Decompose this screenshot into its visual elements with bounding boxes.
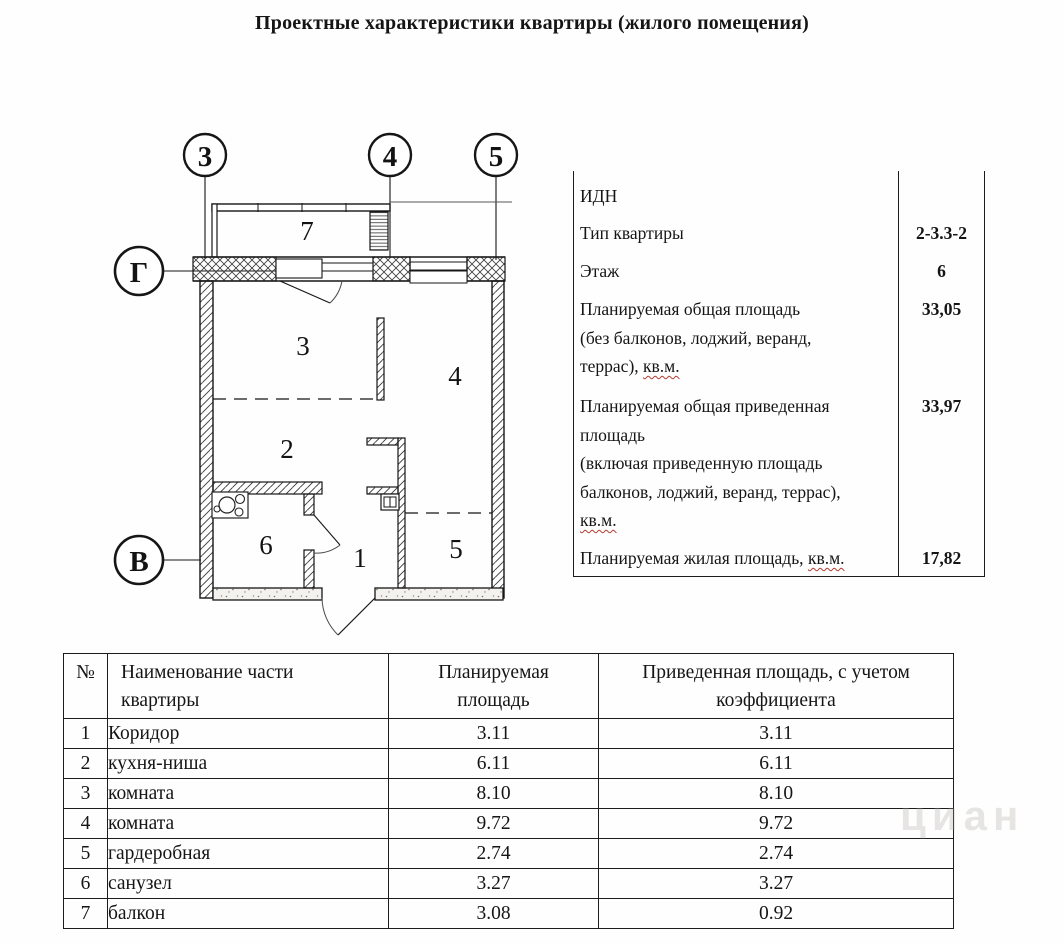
axis-label-5: 5	[488, 141, 504, 173]
axis-label-g: Г	[129, 257, 149, 289]
cell-reduced: 2.74	[599, 839, 954, 869]
cell-planned: 3.08	[389, 899, 599, 929]
cell-planned: 3.11	[389, 719, 599, 749]
cell-reduced: 0.92	[599, 899, 954, 929]
info-row-floor	[574, 248, 985, 286]
cell-num: 3	[64, 779, 108, 809]
cell-num: 7	[64, 899, 108, 929]
info-row-living-area	[574, 535, 985, 576]
cell-name: санузел	[108, 869, 389, 899]
info-value	[899, 171, 985, 210]
spellcheck-underline: кв.м.	[580, 510, 617, 530]
window-sill	[410, 271, 467, 283]
cell-name: Коридор	[108, 719, 389, 749]
cell-num: 4	[64, 809, 108, 839]
axis-label-3: 3	[197, 141, 213, 173]
balcony-door	[276, 259, 322, 278]
bottom-wall	[213, 588, 503, 635]
axis-label-4: 4	[382, 141, 398, 173]
balcony-door-leaf	[280, 281, 330, 303]
info-value: 2-3.3-2	[899, 210, 985, 248]
cell-planned: 8.10	[389, 779, 599, 809]
info-label: Планируемая общая площадь (без балконов, лоджий, веранд, террас), кв.м.	[574, 286, 899, 381]
cell-reduced: 9.72	[599, 809, 954, 839]
entry-door-leaf	[338, 598, 375, 635]
room-label-2: 2	[280, 434, 294, 464]
info-value: 33,97	[899, 381, 985, 535]
right-wall	[492, 281, 504, 598]
area-table	[63, 653, 954, 929]
info-label: ИДН	[574, 171, 899, 210]
apartment-info-table	[573, 171, 985, 577]
info-value: 6	[899, 248, 985, 286]
spellcheck-underline: кв.м.	[643, 356, 680, 376]
col-header-name: Наименование части квартиры	[108, 654, 389, 719]
cell-planned: 2.74	[389, 839, 599, 869]
info-label: Этаж	[574, 248, 899, 286]
cell-planned: 3.27	[389, 869, 599, 899]
cell-reduced: 3.27	[599, 869, 954, 899]
left-wall	[200, 281, 213, 598]
cell-num: 1	[64, 719, 108, 749]
cell-name: кухня-ниша	[108, 749, 389, 779]
bathroom-door-swing	[314, 545, 340, 553]
page-title: Проектные характеристики квартиры (жилого помещения)	[254, 12, 809, 34]
axis-label-v: В	[129, 546, 149, 578]
bathroom-door-leaf	[314, 515, 340, 545]
entry-door-swing	[322, 598, 338, 635]
table-row	[64, 719, 954, 749]
room-label-1: 1	[353, 543, 367, 573]
room-label-3: 3	[296, 331, 310, 361]
table-row	[64, 749, 954, 779]
cell-name: балкон	[108, 899, 389, 929]
cell-name: комната	[108, 809, 389, 839]
col-header-planned: Планируемая площадь	[389, 654, 599, 719]
col-header-reduced: Приведенная площадь, с учетом коэффициента	[599, 654, 954, 719]
spellcheck-underline: кв.м.	[807, 548, 845, 568]
cell-num: 5	[64, 839, 108, 869]
cell-planned: 6.11	[389, 749, 599, 779]
info-row-idn	[574, 171, 985, 210]
info-row-total-area	[574, 286, 985, 381]
info-value: 17,82	[899, 535, 985, 576]
info-value: 33,05	[899, 286, 985, 381]
room-label-4: 4	[448, 361, 462, 391]
info-label: Планируемая жилая площадь, кв.м.	[574, 535, 899, 576]
cell-reduced: 8.10	[599, 779, 954, 809]
info-label: Планируемая общая приведенная площадь (включая приведенную площадь балконов, лоджий, веранд, террас), кв.м.	[574, 381, 899, 535]
table-row	[64, 779, 954, 809]
table-row	[64, 809, 954, 839]
room-label-5: 5	[449, 534, 463, 564]
stove-icon	[212, 492, 248, 518]
room-label-6: 6	[259, 530, 273, 560]
room-label-7: 7	[300, 216, 314, 246]
cell-num: 2	[64, 749, 108, 779]
table-row	[64, 869, 954, 899]
cell-name: гардеробная	[108, 839, 389, 869]
cell-num: 6	[64, 869, 108, 899]
balcony-door-swing	[330, 281, 342, 303]
cell-reduced: 6.11	[599, 749, 954, 779]
top-wall	[193, 257, 505, 303]
info-label: Тип квартиры	[574, 210, 899, 248]
cell-name: комната	[108, 779, 389, 809]
cell-reduced: 3.11	[599, 719, 954, 749]
table-row	[64, 899, 954, 929]
watermark: циан	[900, 792, 1025, 839]
info-row-reduced-area	[574, 381, 985, 535]
col-header-num: №	[64, 654, 108, 719]
info-row-type	[574, 210, 985, 248]
table-row	[64, 839, 954, 869]
area-table-header-row	[64, 654, 954, 719]
balcony	[212, 202, 512, 257]
cell-planned: 9.72	[389, 809, 599, 839]
